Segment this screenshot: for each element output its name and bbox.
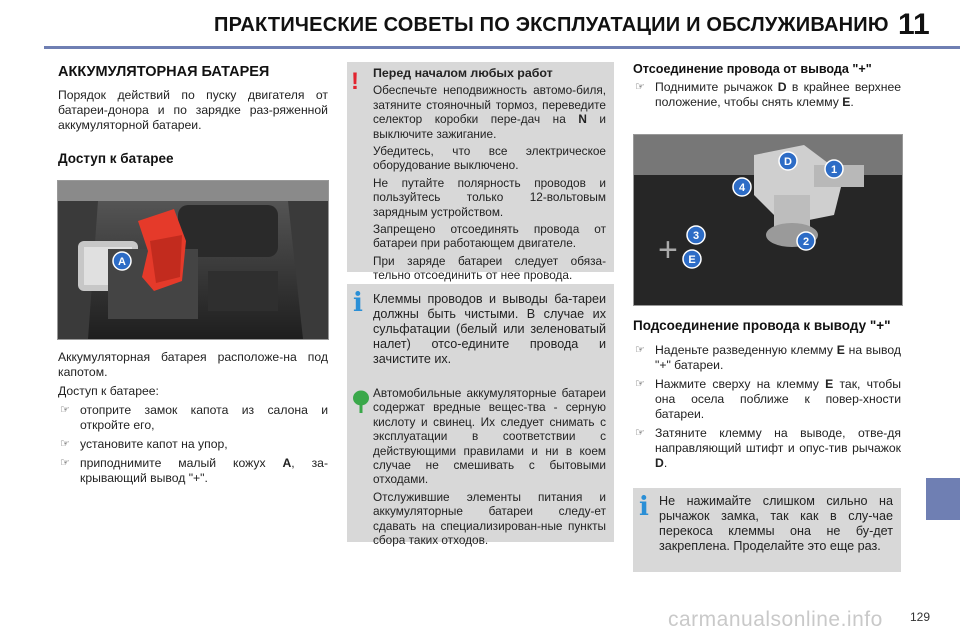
column-battery [58, 64, 328, 166]
section-title: АККУМУЛЯТОРНАЯ БАТАРЕЯ [58, 64, 270, 80]
header-rule [44, 46, 960, 49]
exclamation-icon: ! [351, 68, 359, 95]
callout-3: 3 [692, 230, 700, 242]
intro-text: Порядок действий по пуску двигателя от батареи-донора и по зарядке раз-ряженной аккумуляторной батареи. [58, 88, 328, 132]
list-item: ☞ Поднимите рычажок D в крайнее верхнее положение, чтобы снять клемму E. [635, 80, 901, 109]
column-disconnect [633, 62, 901, 110]
info-box-terminals [347, 284, 614, 382]
warning-p1: Обеспечьте неподвижность автомо-биля, затяните стояночный тормоз, переведите селектор коробки пере-дач на N и выключите зажигание. [373, 83, 606, 141]
terminal-photo [633, 134, 903, 306]
battery-location: Аккумуляторная батарея расположе-на под капотом. [58, 350, 328, 379]
watermark: carmanualsonline.info [668, 608, 883, 631]
hand-pointer-icon: ☞ [635, 427, 645, 439]
column-connect [633, 318, 901, 471]
disconnect-steps [633, 80, 901, 110]
callout-1: 1 [830, 164, 838, 176]
eco-p2: Отслужившие элементы питания и аккумуляторные батареи следу-ет сдавать на специализирован-ные пункты сбора таких отходов. [373, 489, 606, 548]
list-item: ☞ установите капот на упор, [60, 437, 228, 451]
list-item: ☞ отоприте замок капота из салона и откройте его, [60, 403, 328, 432]
disconnect-title: Отсоединение провода от вывода "+" [633, 62, 872, 76]
column-battery-text [58, 350, 328, 486]
warning-box [347, 62, 614, 283]
callout-e: E [688, 254, 696, 266]
list-item: ☞ Нажмите сверху на клемму E так, чтобы она осела поближе к повер-хности батареи. [635, 377, 901, 421]
info-icon: i [639, 492, 649, 522]
connect-steps [633, 343, 901, 471]
connect-title: Подсоединение провода к выводу "+" [633, 318, 891, 333]
engine-bay-illustration [58, 181, 328, 339]
hand-pointer-icon: ☞ [60, 404, 70, 416]
warning-p3: Не путайте полярность проводов и пользуйтесь только 12-вольтовым зарядным устройством. [373, 175, 606, 219]
eco-p1: Автомобильные аккумуляторные батареи содержат вредные вещес-тва - серную кислоту и свинец. Их следует снимать с эксплуатации в соответствии с действующими правилами и ни в коем случае не смешивать с бытовыми отходами. [373, 386, 606, 487]
engine-bay-photo [57, 180, 329, 340]
warning-p5: При заряде батареи следует обяза-тельно отсоединить от нее провода. [373, 253, 606, 283]
warning-p2: Убедитесь, что все электрическое оборудование выключено. [373, 144, 606, 173]
info-icon: i [353, 288, 363, 318]
tree-icon [352, 390, 370, 414]
warning-title: Перед началом любых работ [373, 66, 553, 80]
hand-pointer-icon: ☞ [60, 457, 70, 469]
chapter-number: 11 [898, 8, 930, 41]
plus-mark: + [658, 231, 678, 269]
hand-pointer-icon: ☞ [635, 81, 645, 93]
callout-a: A [118, 256, 126, 268]
list-item: ☞ Затяните клемму на выводе, отве-дя направляющий штифт и опус-тив рычажок D. [635, 426, 901, 470]
info-box-lever [633, 488, 901, 572]
list-item: ☞ приподнимите малый кожух A, за-крывающий вывод "+". [60, 456, 329, 485]
chapter-tab [926, 478, 960, 520]
subsection-title: Доступ к батарее [58, 151, 174, 166]
access-steps [58, 403, 328, 486]
hand-pointer-icon: ☞ [60, 438, 70, 450]
terminal-illustration [634, 135, 902, 305]
page-number: 129 [910, 610, 931, 624]
hand-pointer-icon: ☞ [635, 344, 645, 356]
info-text: Клеммы проводов и выводы ба-тареи должны быть чистыми. В случае их сульфатации (белый или зеленоватый налет) отсо-едините провода и зачистите их. [373, 292, 606, 366]
callout-2: 2 [802, 236, 810, 248]
list-item: ☞ Наденьте разведенную клемму E на вывод "+" батареи. [635, 343, 901, 372]
info-text: Не нажимайте слишком сильно на рычажок замка, так как в слу-чае перекоса клеммы она не бу-дет закреплена. Продела​йте это еще раз. [659, 494, 893, 553]
callout-d: D [784, 156, 792, 168]
warning-p4: Запрещено отсоединять провода от батареи при работающем двигателе. [373, 222, 606, 251]
page-header-title: ПРАКТИЧЕСКИЕ СОВЕТЫ ПО ЭКСПЛУАТАЦИИ И ОБСЛУЖИВАНИЮ [214, 14, 889, 36]
callout-4: 4 [738, 182, 746, 194]
hand-pointer-icon: ☞ [635, 378, 645, 390]
access-label: Доступ к батарее: [58, 384, 159, 398]
eco-box [347, 382, 614, 548]
